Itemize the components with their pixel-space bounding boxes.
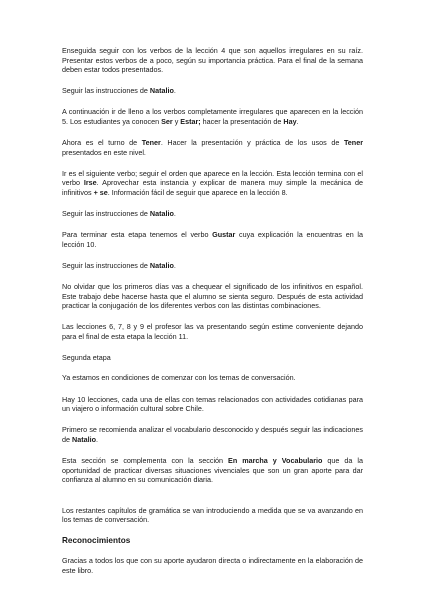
bold-term-tener: Tener xyxy=(141,138,161,148)
bold-term-en-marcha-vocabulario: En marcha y Vocabulario xyxy=(228,455,323,465)
paragraph-text: No olvidar que los primeros días vas a chequear el significado de los infinitivos en español. Este trabajo debe hacerse hasta que el alumno se sienta seguro. Después de esta actividad practicar la conjugación de los diferentes verbos con las distintas combinaciones. xyxy=(62,281,363,311)
bold-term-natalio: Natalio xyxy=(72,434,96,444)
paragraph-text: Hay 10 lecciones, cada una de ellas con temas relacionados con actividades cotidianas para un viajero o información cultural sobre Chile. xyxy=(62,394,363,414)
paragraph-text: Primero se recomienda analizar el vocabulario desconocido y después seguir las indicaciones de xyxy=(62,425,363,444)
paragraph-text: Gracias a todos los que con su aporte ayudaron directa o indirectamente en la elaboración de este libro. xyxy=(62,556,363,575)
paragraph-gustar xyxy=(62,230,363,249)
section-label-text: Segunda etapa xyxy=(62,352,111,362)
paragraph-text: . xyxy=(296,116,299,126)
bold-term-hay: Hay xyxy=(283,116,297,126)
section-label-segunda-etapa xyxy=(62,353,363,363)
paragraph-conversation-topics xyxy=(62,373,363,383)
bold-term-natalio: Natalio xyxy=(149,260,174,270)
paragraph-text: presentados en este nivel. xyxy=(62,147,146,157)
paragraph-verb-ir xyxy=(62,169,363,198)
paragraph-verbs-lesson-4 xyxy=(62,46,363,75)
paragraph-text: Los restantes capítulos de gramática se van introduciendo a medida que se va avanzando en los temas de conversación. xyxy=(62,505,363,525)
paragraph-text: . Información fácil de seguir que aparece en la lección 8. xyxy=(107,187,288,197)
paragraph-text: . xyxy=(95,434,98,444)
paragraph-text: . xyxy=(173,86,176,96)
paragraph-text: que da la oportunidad de practicar diversas situaciones vivenciales que son un gran aporte para dar confianza al alumno en su comunicación diaria. xyxy=(62,455,363,485)
paragraph-text: Ya estamos en condiciones de comenzar con los temas de conversación. xyxy=(62,373,296,383)
paragraph-lessons-6-to-9 xyxy=(62,322,363,341)
paragraph-text: . xyxy=(173,209,176,219)
paragraph-text: Ahora es el turno de xyxy=(62,138,142,148)
paragraph-text: Para terminar esta etapa tenemos el verbo xyxy=(62,230,213,240)
paragraph-ten-lessons xyxy=(62,395,363,414)
bold-term-ser: Ser xyxy=(161,116,173,126)
paragraph-text: Esta sección se complementa con la sección xyxy=(62,455,229,465)
paragraph-text: Ir es el siguiente verbo; seguir el orden que aparece en la lección. Esta lección termina con el verbo xyxy=(62,168,363,188)
paragraph-text: hacer la presentación de xyxy=(200,116,284,126)
paragraph-grammar-chapters xyxy=(62,506,363,525)
paragraph-vocabulary xyxy=(62,425,363,444)
paragraph-irregular-verbs-lesson-5 xyxy=(62,107,363,126)
paragraph-natalio-instructions xyxy=(62,261,363,271)
paragraph-text: . Aprovechar esta instancia y explicar de manera muy simple la mecánica de infinitivos xyxy=(62,178,363,197)
paragraph-text: . xyxy=(173,260,176,270)
bold-term-natalio: Natalio xyxy=(149,86,174,96)
paragraph-tener xyxy=(62,138,363,157)
heading-reconocimientos: Reconocimientos xyxy=(62,536,131,546)
paragraph-text: Seguir las instrucciones de xyxy=(62,86,150,96)
paragraph-acknowledgements xyxy=(62,556,363,575)
bold-term-estar: Estar; xyxy=(180,116,201,126)
paragraph-infinitives-check xyxy=(62,282,363,311)
paragraph-en-marcha xyxy=(62,456,363,485)
document-page xyxy=(62,46,363,587)
bold-term-irse: Irse xyxy=(83,178,97,188)
paragraph-text: y xyxy=(172,116,181,126)
paragraph-text: Las lecciones 6, 7, 8 y 9 el profesor las va presentando según estime conveniente dejando para el final de esta etapa la lección 11. xyxy=(62,322,363,341)
bold-term-plus-se: + se xyxy=(93,187,108,197)
paragraph-natalio-instructions xyxy=(62,86,363,96)
paragraph-text: Enseguida seguir con los verbos de la lección 4 que son aquellos irregulares en su raíz. Presentar estos verbos de a poco, según su importancia práctica. Para el final de la semana deben estar todos presentados. xyxy=(62,46,363,75)
bold-term-gustar: Gustar xyxy=(212,230,236,240)
bold-term-natalio: Natalio xyxy=(149,209,174,219)
paragraph-natalio-instructions xyxy=(62,209,363,219)
bold-term-tener: Tener xyxy=(343,138,363,148)
paragraph-text: A continuación ir de lleno a los verbos completamente irregulares que aparecen en la lección 5. Los estudiantes ya conocen xyxy=(62,107,363,126)
paragraph-text: Seguir las instrucciones de xyxy=(62,209,150,219)
paragraph-text: Seguir las instrucciones de xyxy=(62,260,150,270)
paragraph-text: . Hacer la presentación y práctica de los usos de xyxy=(160,138,344,148)
paragraph-text: cuya explicación la encuentras en la lección 10. xyxy=(62,230,364,249)
